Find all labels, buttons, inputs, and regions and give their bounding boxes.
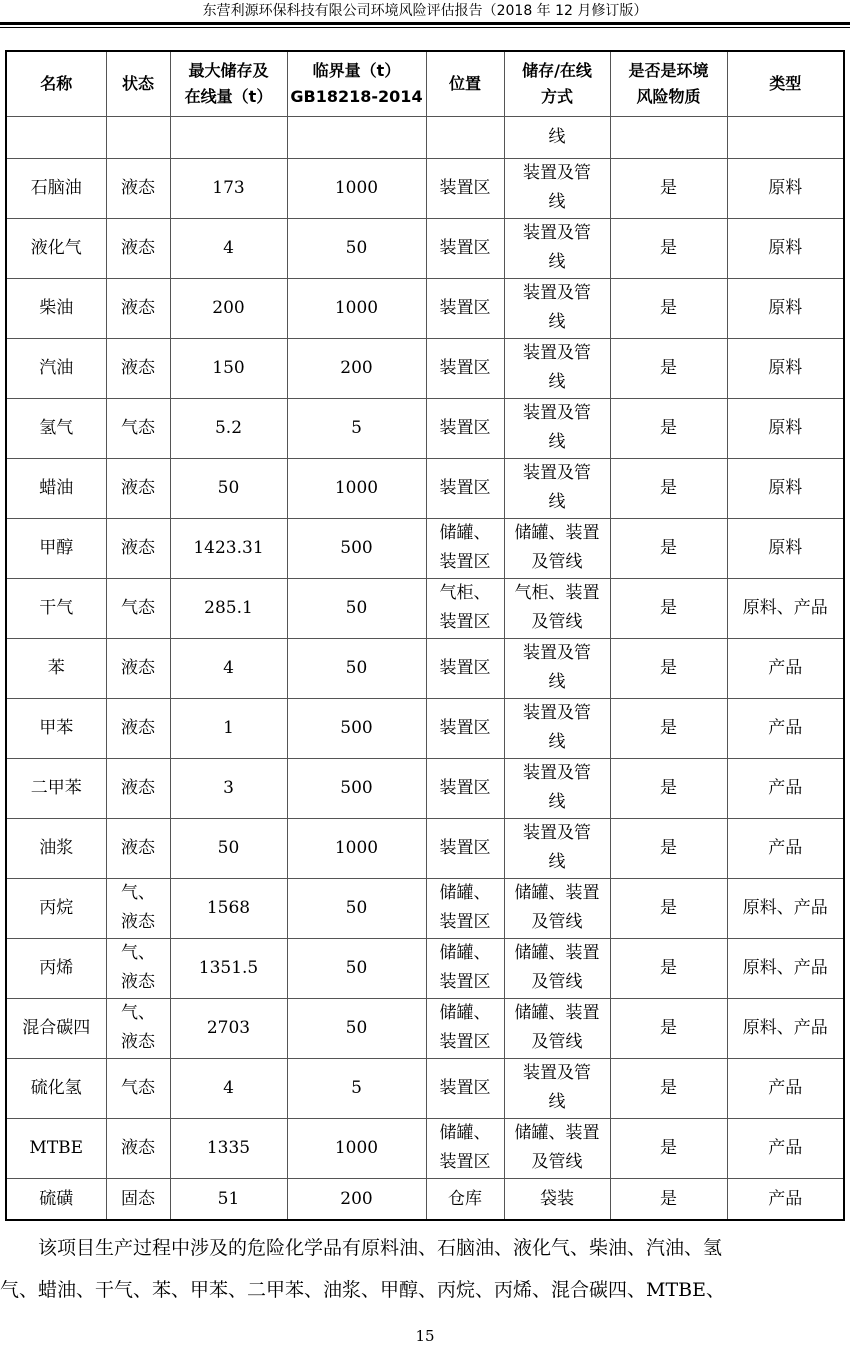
table-cell: 原料、产品 <box>727 578 844 638</box>
table-row <box>6 1058 844 1118</box>
table-cell: 1000 <box>287 818 426 878</box>
table-cell: 原料、产品 <box>727 998 844 1058</box>
hazardous-materials-table <box>5 50 845 1221</box>
table-cell: 产品 <box>727 1178 844 1220</box>
table-cell: 500 <box>287 758 426 818</box>
table-cell: 50 <box>170 458 287 518</box>
column-header <box>504 51 610 116</box>
table-cell: 1000 <box>287 278 426 338</box>
table-cell: 装置区 <box>426 698 504 758</box>
table-cell: 原料 <box>727 158 844 218</box>
column-header-line: 是否是环境 <box>628 60 709 80</box>
table-cell: 200 <box>287 338 426 398</box>
table-cell: 储罐、装置 及管线 <box>504 938 610 998</box>
table-cell: 苯 <box>6 638 106 698</box>
table-row <box>6 338 844 398</box>
table-row <box>6 1118 844 1178</box>
table-cell: 装置区 <box>426 338 504 398</box>
table-cell: 液态 <box>106 158 170 218</box>
table-cell: 混合碳四 <box>6 998 106 1058</box>
table-cell: 气态 <box>106 398 170 458</box>
table-cell: 装置区 <box>426 458 504 518</box>
table-header-row <box>6 51 844 116</box>
table-cell: 原料 <box>727 278 844 338</box>
table-cell: 是 <box>610 578 727 638</box>
table-cell: 是 <box>610 998 727 1058</box>
table-cell: 丙烷 <box>6 878 106 938</box>
table-cell: 1000 <box>287 458 426 518</box>
table-cell: 5 <box>287 398 426 458</box>
table-cell: 5.2 <box>170 398 287 458</box>
table-cell: 硫化氢 <box>6 1058 106 1118</box>
table-cell: 产品 <box>727 1058 844 1118</box>
table-cell: 1423.31 <box>170 518 287 578</box>
column-header-line: 类型 <box>769 73 802 93</box>
column-header-line: 状态 <box>121 73 154 93</box>
table-cell: 液态 <box>106 818 170 878</box>
table-cell: 储罐、 装置区 <box>426 878 504 938</box>
column-header-line: 风险物质 <box>636 86 701 106</box>
table-cell: 装置及管 线 <box>504 278 610 338</box>
table-cell: 1000 <box>287 1118 426 1178</box>
table-cell: 是 <box>610 458 727 518</box>
table-cell: 气态 <box>106 1058 170 1118</box>
column-header <box>6 51 106 116</box>
table-cell: 是 <box>610 1178 727 1220</box>
table-cell: 是 <box>610 818 727 878</box>
table-row <box>6 278 844 338</box>
table-cell: 储罐、装置 及管线 <box>504 998 610 1058</box>
table-cell: 甲醇 <box>6 518 106 578</box>
table-cell: 是 <box>610 338 727 398</box>
table-cell: 气、 液态 <box>106 938 170 998</box>
table-cell: 是 <box>610 398 727 458</box>
column-header <box>727 51 844 116</box>
table-cell: 173 <box>170 158 287 218</box>
page-number: 15 <box>415 1327 435 1345</box>
table-row <box>6 938 844 998</box>
table-cell: 原料 <box>727 218 844 278</box>
header-rule-thin <box>0 27 850 28</box>
table-cell: 装置区 <box>426 638 504 698</box>
column-header <box>426 51 504 116</box>
column-header <box>106 51 170 116</box>
table-cell: 50 <box>287 938 426 998</box>
table-cell: 装置区 <box>426 758 504 818</box>
table-cell: 液态 <box>106 458 170 518</box>
table-cell: 装置及管 线 <box>504 758 610 818</box>
table-cell: 50 <box>287 578 426 638</box>
table-row <box>6 458 844 518</box>
table-cell: 硫磺 <box>6 1178 106 1220</box>
table-cell: 是 <box>610 938 727 998</box>
table-cell: 原料 <box>727 398 844 458</box>
table-cell: 油浆 <box>6 818 106 878</box>
table-cell: 是 <box>610 1058 727 1118</box>
table-cell: 线 <box>504 116 610 158</box>
table-row <box>6 518 844 578</box>
table-cell: 500 <box>287 518 426 578</box>
table-row <box>6 218 844 278</box>
table-cell: 装置及管 线 <box>504 458 610 518</box>
column-header-line: 储存/在线 <box>522 60 592 80</box>
table-cell: 装置区 <box>426 398 504 458</box>
table-row <box>6 698 844 758</box>
table-row <box>6 398 844 458</box>
table-cell: 是 <box>610 758 727 818</box>
table-cell: 产品 <box>727 758 844 818</box>
table-cell <box>170 116 287 158</box>
table-cell: 产品 <box>727 638 844 698</box>
table-cell: 液态 <box>106 638 170 698</box>
table-cell: 50 <box>287 218 426 278</box>
column-header-line: 位置 <box>448 73 481 93</box>
table-cell: 储罐、 装置区 <box>426 998 504 1058</box>
column-header-line: 临界量（t） <box>312 60 401 80</box>
table-cell: 是 <box>610 698 727 758</box>
table-cell: 气柜、装置 及管线 <box>504 578 610 638</box>
table-cell: 1351.5 <box>170 938 287 998</box>
column-header-line: 最大储存及 <box>188 60 269 80</box>
table-row <box>6 998 844 1058</box>
table-cell: 5 <box>287 1058 426 1118</box>
table-cell: 产品 <box>727 818 844 878</box>
table-cell: 是 <box>610 158 727 218</box>
table-cell: 液态 <box>106 278 170 338</box>
table-cell: 甲苯 <box>6 698 106 758</box>
table-cell: 装置及管 线 <box>504 218 610 278</box>
table-cell: 储罐、 装置区 <box>426 518 504 578</box>
table-cell: 气态 <box>106 578 170 638</box>
table-cell: 150 <box>170 338 287 398</box>
table-row <box>6 758 844 818</box>
table-cell: 是 <box>610 518 727 578</box>
column-header-line: 在线量（t） <box>184 86 273 106</box>
table-cell <box>727 116 844 158</box>
table-cell: 装置区 <box>426 1058 504 1118</box>
body-paragraph-line-2: 气、蜡油、干气、苯、甲苯、二甲苯、油浆、甲醇、丙烷、丙烯、混合碳四、MTBE、 <box>0 1279 725 1301</box>
table-cell: 柴油 <box>6 278 106 338</box>
table-cell: 装置区 <box>426 158 504 218</box>
table-cell: 石脑油 <box>6 158 106 218</box>
table-cell: 储罐、 装置区 <box>426 938 504 998</box>
table-cell <box>426 116 504 158</box>
table-cell: 储罐、装置 及管线 <box>504 878 610 938</box>
column-header-line: 方式 <box>540 86 573 106</box>
table-cell: 装置及管 线 <box>504 398 610 458</box>
table-cell: 1 <box>170 698 287 758</box>
table-cell: 装置及管 线 <box>504 158 610 218</box>
table-cell: 50 <box>287 878 426 938</box>
table-cell: 产品 <box>727 698 844 758</box>
table-cell: 装置区 <box>426 218 504 278</box>
table-cell: 4 <box>170 218 287 278</box>
table-cell: 液化气 <box>6 218 106 278</box>
table-cell: 是 <box>610 1118 727 1178</box>
table-cell <box>610 116 727 158</box>
table-cell: 4 <box>170 1058 287 1118</box>
table-row <box>6 878 844 938</box>
table-cell: 固态 <box>106 1178 170 1220</box>
table-cell: 装置及管 线 <box>504 1058 610 1118</box>
table-cell <box>106 116 170 158</box>
table-cell: 是 <box>610 278 727 338</box>
table-cell: 500 <box>287 698 426 758</box>
table-cell: 原料 <box>727 518 844 578</box>
table-cell: 50 <box>287 998 426 1058</box>
table-row <box>6 638 844 698</box>
table-row <box>6 818 844 878</box>
table-row <box>6 158 844 218</box>
table-cell: 二甲苯 <box>6 758 106 818</box>
table-cell: 储罐、装置 及管线 <box>504 518 610 578</box>
table-cell: 液态 <box>106 758 170 818</box>
table-cell: 袋装 <box>504 1178 610 1220</box>
table-cell <box>287 116 426 158</box>
table-cell: 汽油 <box>6 338 106 398</box>
table-row <box>6 1178 844 1220</box>
table-cell: 液态 <box>106 1118 170 1178</box>
table-cell: 装置区 <box>426 818 504 878</box>
table-cell: 储罐、 装置区 <box>426 1118 504 1178</box>
table-cell: 液态 <box>106 338 170 398</box>
table-cell: 气、 液态 <box>106 878 170 938</box>
table-cell: 1335 <box>170 1118 287 1178</box>
table-cell: 3 <box>170 758 287 818</box>
table-cell: 气、 液态 <box>106 998 170 1058</box>
table-cell: 装置及管 线 <box>504 338 610 398</box>
table-cell: 产品 <box>727 1118 844 1178</box>
column-header-line: 名称 <box>40 73 73 93</box>
table-cell: 液态 <box>106 698 170 758</box>
table-cell: 氢气 <box>6 398 106 458</box>
table-cell: 仓库 <box>426 1178 504 1220</box>
table-cell: 装置及管 线 <box>504 638 610 698</box>
table-cell: 蜡油 <box>6 458 106 518</box>
column-header <box>610 51 727 116</box>
table-cell: 液态 <box>106 218 170 278</box>
table-cell: 气柜、 装置区 <box>426 578 504 638</box>
column-header <box>170 51 287 116</box>
table-cell: 200 <box>170 278 287 338</box>
table-cell: 装置及管 线 <box>504 698 610 758</box>
table-cell: 原料、产品 <box>727 878 844 938</box>
table-row <box>6 578 844 638</box>
table-cell: 丙烯 <box>6 938 106 998</box>
table-cell: 51 <box>170 1178 287 1220</box>
table-cell: 储罐、装置 及管线 <box>504 1118 610 1178</box>
table-cell: MTBE <box>6 1118 106 1178</box>
table-cell: 液态 <box>106 518 170 578</box>
table-cell: 是 <box>610 638 727 698</box>
table-cell: 原料、产品 <box>727 938 844 998</box>
table-cell: 4 <box>170 638 287 698</box>
table-cell: 2703 <box>170 998 287 1058</box>
table-cell: 50 <box>170 818 287 878</box>
column-header-line: GB18218-2014 <box>290 86 423 106</box>
table-cell: 200 <box>287 1178 426 1220</box>
column-header <box>287 51 426 116</box>
table-cell: 原料 <box>727 458 844 518</box>
table-cell: 1568 <box>170 878 287 938</box>
continuation-row <box>6 116 844 158</box>
table-cell: 285.1 <box>170 578 287 638</box>
table-cell: 1000 <box>287 158 426 218</box>
table-cell: 原料 <box>727 338 844 398</box>
header-rule-thick <box>0 22 850 25</box>
table-cell: 装置及管 线 <box>504 818 610 878</box>
table-cell: 是 <box>610 878 727 938</box>
table-cell: 干气 <box>6 578 106 638</box>
table-cell <box>6 116 106 158</box>
table-cell: 是 <box>610 218 727 278</box>
table-cell: 50 <box>287 638 426 698</box>
body-paragraph-line-1: 该项目生产过程中涉及的危险化学品有原料油、石脑油、液化气、柴油、汽油、氢 <box>38 1237 723 1259</box>
table-cell: 装置区 <box>426 278 504 338</box>
report-header: 东营利源环保科技有限公司环境风险评估报告（2018 年 12 月修订版） <box>202 3 648 19</box>
